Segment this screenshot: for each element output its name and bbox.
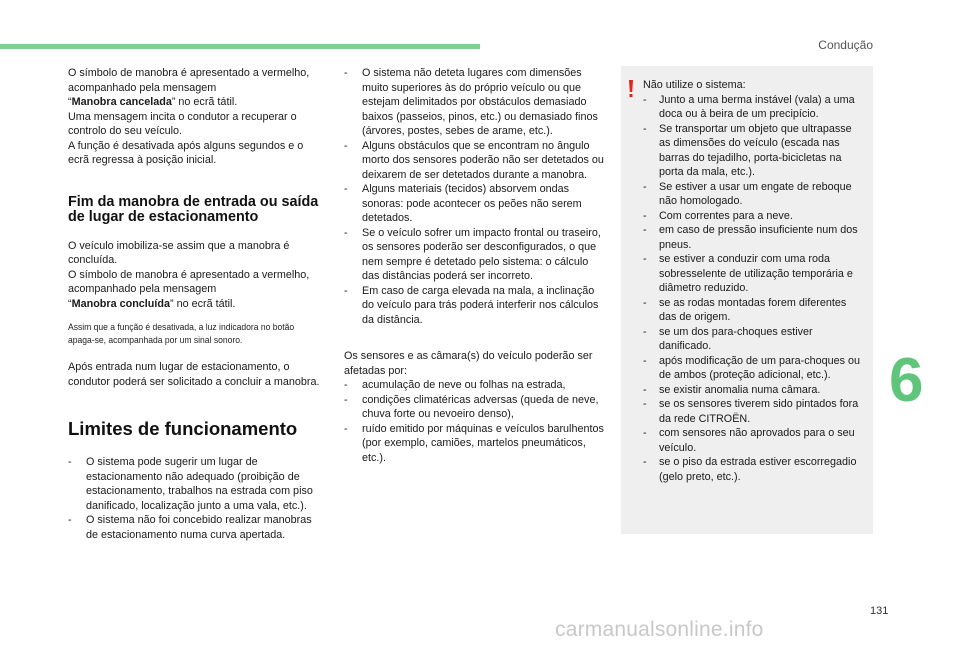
warning-list: [643, 93, 865, 485]
list-item: - Em caso de carga elevada na mala, a inclinação do veículo para trás poderá interferir nos cálculos da distância.: [344, 284, 604, 328]
list-item: - em caso de pressão insuficiente num dos pneus.: [643, 223, 865, 252]
header-accent-bar: [0, 44, 480, 49]
list-item: - se o piso da estrada estiver escorregadio (gelo preto, etc.).: [643, 455, 865, 484]
message-cancelled: Manobra cancelada: [71, 96, 172, 108]
heading-limits: Limites de funcionamento: [68, 418, 298, 439]
message-completed: Manobra concluída: [71, 297, 170, 310]
list-item: - se os sensores tiverem sido pintados fora da rede CITROËN.: [643, 397, 865, 426]
list-item: - O sistema não foi concebido realizar manobras de estacionamento numa curva apertada.: [68, 513, 323, 542]
end-paragraph: O símbolo de manobra é apresentado a vermelho, acompanhado pela mensagem “Manobra concluída” no ecrã tátil.: [68, 268, 310, 310]
section-title: Condução: [818, 38, 873, 52]
list-item: - se estiver a conduzir com uma roda sobresselente de utilização temporária e diâmetro reduzido.: [643, 252, 865, 296]
list-item: - se as rodas montadas forem diferentes das de origem.: [643, 296, 865, 325]
list-item: - se um dos para-choques estiver danificado.: [643, 325, 865, 354]
page-number: 131: [870, 605, 889, 617]
column-left: [68, 66, 323, 542]
list-item: - O sistema pode sugerir um lugar de estacionamento não adequado (proibição de estacionamento, trabalhos na estrada com piso danificado, localização junto a uma vala, etc.).: [68, 455, 323, 513]
list-item: - com sensores não aprovados para o seu veículo.: [643, 426, 865, 455]
heading-end-manoeuvre: Fim da manobra de entrada ou saída de lugar de estacionamento: [68, 193, 319, 225]
list-item: - O sistema não deteta lugares com dimensões muito superiores às do próprio veículo ou que estejam delimitados por obstáculos demasiado baixos (passeios, pinos, etc.) ou demasiado finos (árvores, postes, sebes de arame, etc.).: [344, 66, 604, 139]
list-item: - Se estiver a usar um engate de reboque não homologado.: [643, 180, 865, 209]
list-item: - Com correntes para a neve.: [643, 209, 865, 224]
list-item: - ruído emitido por máquinas e veículos barulhentos (por exemplo, camiões, martelos pneumáticos, etc.).: [344, 422, 604, 466]
list-item: - condições climatéricas adversas (queda de neve, chuva forte ou nevoeiro denso),: [344, 393, 604, 422]
list-item: - se existir anomalia numa câmara.: [643, 383, 865, 398]
column-middle: [344, 66, 604, 465]
exclamation-icon: [626, 80, 636, 98]
list-item: - após modificação de um para-choques ou de ambos (proteção adicional, etc.).: [643, 354, 865, 383]
list-item: - Alguns materiais (tecidos) absorvem ondas sonoras: pode acontecer os peões não serem detetados.: [344, 182, 604, 226]
list-item: - Alguns obstáculos que se encontram no ângulo morto dos sensores poderão não ser detetados ou deixarem de ser detetados durante a manobra.: [344, 139, 604, 183]
intro-line-2: Uma mensagem incita o condutor a recuperar o controlo do seu veículo.: [68, 110, 297, 137]
limitations-list: [344, 66, 604, 327]
warning-intro: Não utilize o sistema:: [643, 79, 746, 91]
limits-list: [68, 455, 323, 542]
end-line-1: O veículo imobiliza-se assim que a manobra é concluída.: [68, 239, 290, 266]
list-item: - Junto a uma berma instável (vala) a uma doca ou à beira de um precipício.: [643, 93, 865, 122]
sensors-intro: Os sensores e as câmara(s) do veículo poderão ser afetadas por:: [344, 350, 593, 377]
list-item: - Se o veículo sofrer um impacto frontal ou traseiro, os sensores poderão ser desconfigurados, o que nem sempre é detetado pelo sistema: o cálculo das distâncias poderá ser incorreto.: [344, 226, 604, 284]
end-after: Após entrada num lugar de estacionamento, o condutor poderá ser solicitado a concluir a manobra.: [68, 361, 320, 388]
end-note: Assim que a função é desativada, a luz indicadora no botão apaga-se, acompanhada por um sinal sonoro.: [68, 322, 295, 345]
list-item: - Se transportar um objeto que ultrapasse as dimensões do veículo (escada nas barras do tejadilho, porta-bicicletas na porta da mala, etc.).: [643, 122, 865, 180]
list-item: - acumulação de neve ou folhas na estrada,: [344, 378, 604, 393]
warning-box: [621, 66, 873, 534]
intro-line-3: A função é desativada após alguns segundos e o ecrã regressa à posição inicial.: [68, 139, 304, 166]
watermark: carmanualsonline.info: [555, 618, 764, 641]
sensors-list: [344, 378, 604, 465]
chapter-number: 6: [889, 346, 924, 415]
intro-paragraph: O símbolo de manobra é apresentado a vermelho, acompanhado pela mensagem “Manobra cancelada” no ecrã tátil.: [68, 67, 310, 108]
